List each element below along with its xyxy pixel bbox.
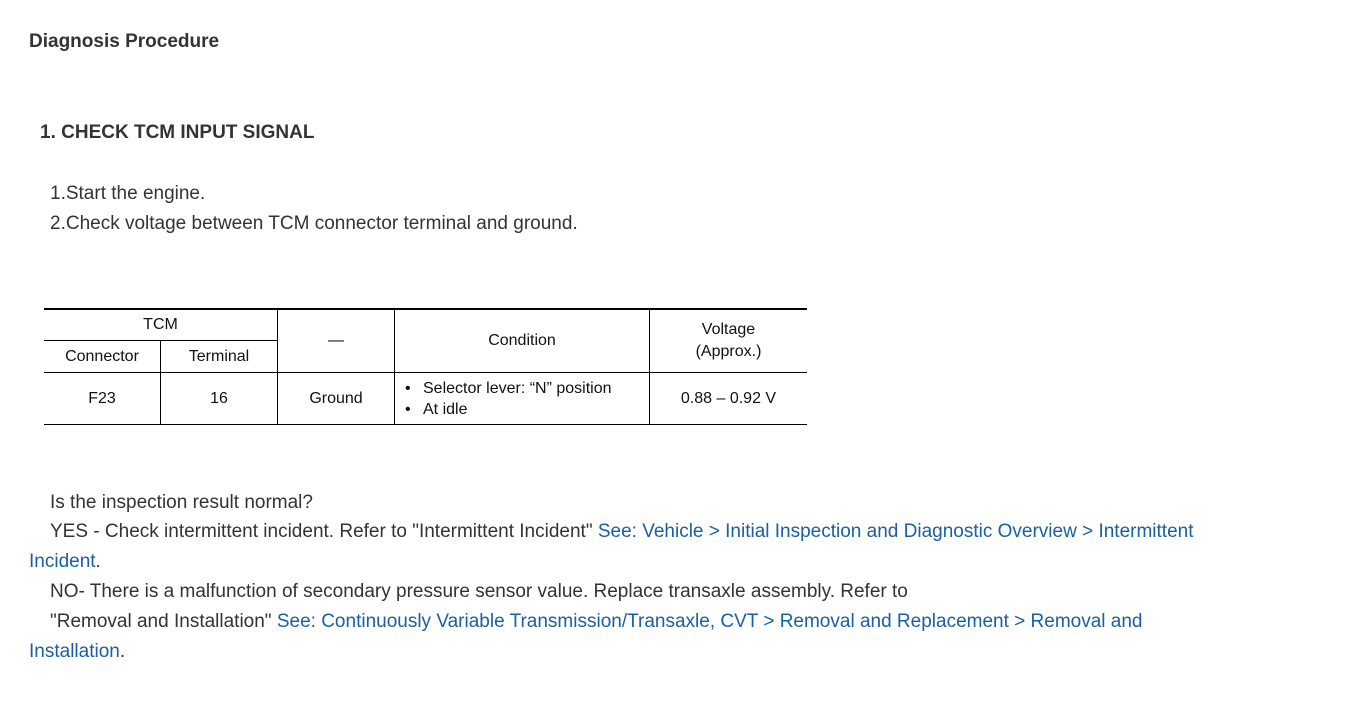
dash-header: — — [278, 309, 395, 373]
intermittent-incident-link[interactable]: See: Vehicle > Initial Inspection and Diagnostic Overview > Intermittent Incident — [29, 521, 1194, 572]
answer-no — [29, 577, 1239, 667]
step-title: 1. CHECK TCM INPUT SIGNAL — [40, 122, 315, 143]
connector-header: Connector — [44, 341, 161, 373]
condition-item: • Selector lever: “N” position — [405, 378, 643, 399]
voltage-spec-table — [44, 308, 807, 425]
ground-value: Ground — [278, 373, 395, 425]
no-text-line1: NO- There is a malfunction of secondary pressure sensor value. Replace transaxle assembly. Refer to — [50, 581, 908, 602]
no-text-line2: "Removal and Installation" — [50, 611, 277, 632]
condition-value — [395, 373, 650, 425]
voltage-header — [650, 309, 808, 373]
voltage-header-line1: Voltage — [701, 321, 756, 338]
answer-yes — [29, 517, 1239, 577]
terminal-header: Terminal — [161, 341, 278, 373]
instruction-start-engine: 1.Start the engine. — [50, 183, 206, 204]
yes-text: YES - Check intermittent incident. Refer to "Intermittent Incident" — [50, 521, 598, 542]
instruction-check-voltage: 2.Check voltage between TCM connector terminal and ground. — [50, 213, 578, 234]
table-row — [44, 373, 807, 425]
connector-value: F23 — [44, 373, 161, 425]
inspection-question: Is the inspection result normal? — [50, 492, 313, 513]
removal-installation-link[interactable]: See: Continuously Variable Transmission/Transaxle, CVT > Removal and Replacement > Removal and Installation — [29, 611, 1143, 662]
terminal-value: 16 — [161, 373, 278, 425]
voltage-header-line2: (Approx.) — [695, 343, 762, 360]
tcm-group-header: TCM — [44, 309, 278, 341]
no-end: . — [119, 641, 126, 662]
yes-end: . — [95, 551, 101, 572]
condition-header: Condition — [395, 309, 650, 373]
voltage-value: 0.88 – 0.92 V — [650, 373, 808, 425]
page-title: Diagnosis Procedure — [29, 31, 220, 52]
condition-item: • At idle — [405, 399, 643, 420]
